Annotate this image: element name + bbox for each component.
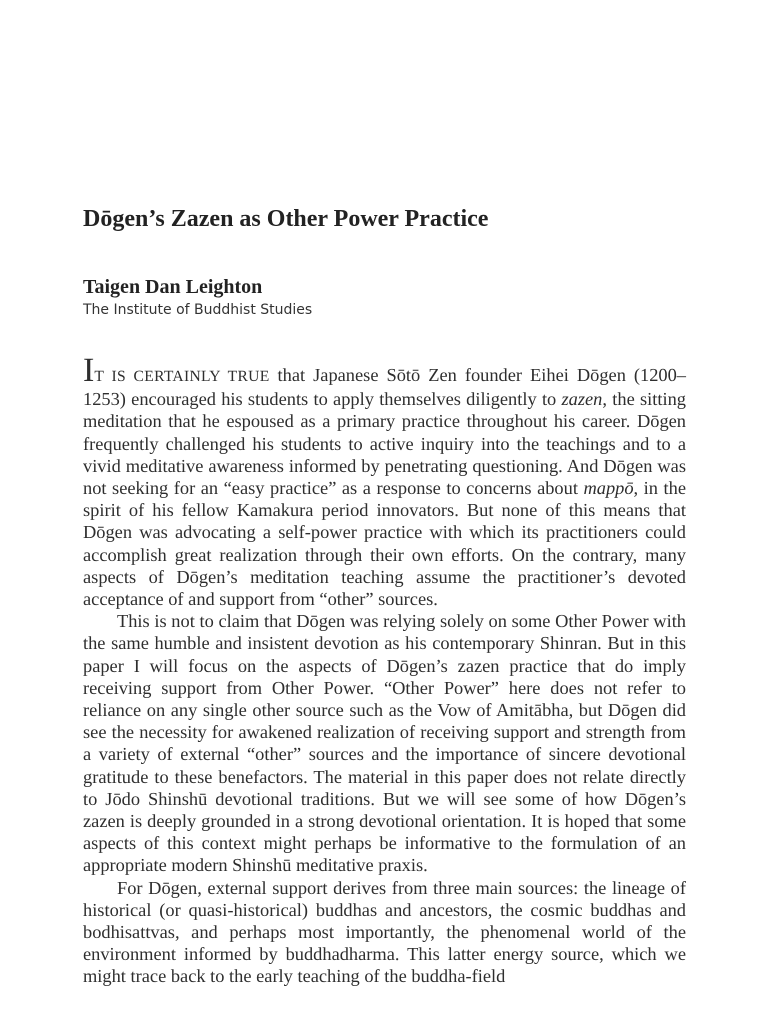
paragraph-1-text-b: , the sitting meditation that he espoused as a primary practice throughout his career. Dōgen frequently challenged his students to active inquiry into the teachings and to a vivid meditative awareness informed by penetrating questioning. And Dōgen was not seeking for an “easy practice” as a response to concerns about	[83, 389, 686, 499]
paragraph-3: For Dōgen, external support derives from three main sources: the lineage of historical (or quasi-historical) buddhas and ancestors, the cosmic buddhas and bodhisattvas, and perhaps most importantly, the phenomenal world of the environment informed by buddhadharma. This latter energy source, which we might trace back to the early teaching of the buddha-field	[83, 877, 686, 987]
article-body	[83, 352, 686, 988]
paragraph-1-text-c: , in the spirit of his fellow Kamakura period innovators. But none of this means that Dōgen was advocating a self-power practice with which its practitioners could accomplish great realization through their own efforts. On the contrary, many aspects of Dōgen’s meditation teaching assume the practitioner’s devoted acceptance of and support from “other” sources.	[83, 478, 686, 610]
paragraph-1	[83, 352, 686, 610]
author-name: Taigen Dan Leighton	[83, 276, 263, 298]
opening-small-caps: T IS CERTAINLY TRUE	[94, 368, 270, 385]
term-zazen: zazen	[561, 389, 603, 410]
paragraph-1-text-a: that Japanese Sōtō Zen founder Eihei Dōgen (1200–1253) encouraged his students to apply themselves diligently to	[83, 365, 686, 410]
term-mappo: mappō	[583, 478, 634, 499]
paragraph-2: This is not to claim that Dōgen was relying solely on some Other Power with the same humble and insistent devotion as his contemporary Shinran. But in this paper I will focus on the aspects of Dōgen’s zazen practice that do imply receiving support from Other Power. “Other Power” here does not refer to reliance on any single other source such as the Vow of Amitābha, but Dōgen did see the necessity for awakened realization of receiving support and strength from a variety of external “other” sources and the importance of sincere devotional gratitude to these benefactors. The material in this paper does not relate directly to Jōdo Shinshū devotional traditions. But we will see some of how Dōgen’s zazen is deeply grounded in a strong devotional orientation. It is hoped that some aspects of this context might perhaps be informative to the formulation of an appropriate modern Shinshū meditative praxis.	[83, 611, 686, 876]
article-title: Dōgen’s Zazen as Other Power Practice	[83, 206, 489, 232]
drop-cap: I	[83, 352, 95, 389]
author-affiliation: The Institute of Buddhist Studies	[83, 302, 313, 318]
